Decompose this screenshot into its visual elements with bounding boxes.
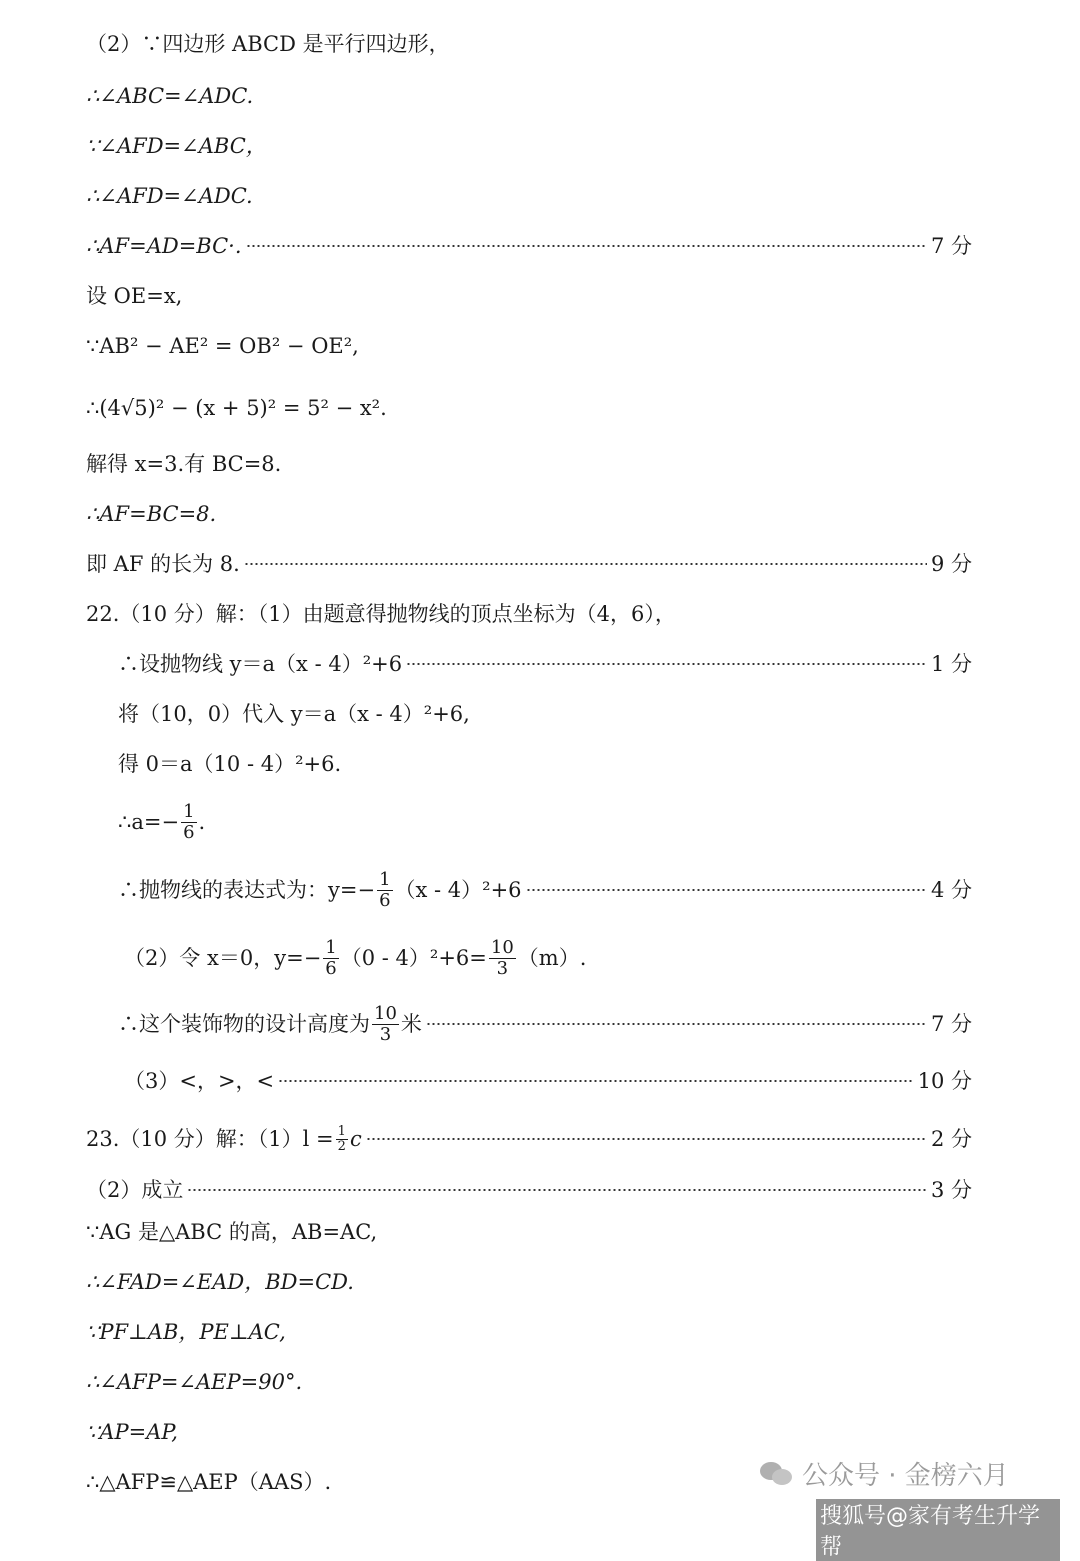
leader-dots xyxy=(526,889,927,891)
fraction: $\frac{1}{2}$ xyxy=(337,1123,346,1154)
line-ap-common: ∵AP=AP, xyxy=(86,1420,178,1444)
line-holds: （2）成立 3 分 xyxy=(86,1172,972,1208)
score-label: 7 分 xyxy=(930,234,972,258)
line-q22-header: 22.（10 分）解：（1）由题意得抛物线的顶点坐标为（4，6）， xyxy=(86,602,676,626)
line-let-oe: 设 OE=x, xyxy=(86,284,183,308)
line-equation: ∴(4√5)² − (x + 5)² = 5² − x². xyxy=(86,396,387,420)
fraction: $\frac{10}{3}$ xyxy=(374,1002,397,1045)
leader-dots xyxy=(246,245,927,247)
line-parallelogram: （2）∵四边形 ABCD 是平行四边形， xyxy=(86,32,450,56)
score-label: 10 分 xyxy=(917,1069,972,1093)
leader-dots xyxy=(187,1189,927,1191)
line-design-height: ∴这个装饰物的设计高度为 $\frac{10}{3}$ 米 7 分 xyxy=(118,1002,972,1045)
line-a-value: ∴a=− $\frac{1}{6}$ . xyxy=(118,800,206,843)
leader-dots xyxy=(278,1080,913,1082)
line-congruent: ∴△AFP≌△AEP（AAS）. xyxy=(86,1470,332,1494)
line-pythagoras: ∵AB² − AE² = OB² − OE², xyxy=(86,334,359,358)
line-angle-afd-adc: ∴∠AFD=∠ADC. xyxy=(86,184,253,208)
line-af-bc-8: ∴AF=BC=8. xyxy=(86,502,217,526)
score-label: 2 分 xyxy=(930,1127,972,1151)
line-substitute: 将（10，0）代入 y＝a（x - 4）²+6, xyxy=(118,702,470,726)
line-angle-afd-abc: ∵∠AFD=∠ABC， xyxy=(86,134,267,158)
leader-dots xyxy=(366,1138,927,1140)
wechat-icon xyxy=(760,1460,794,1488)
watermark-bottom-text: 搜狐号@家有考生升学帮 xyxy=(816,1499,1060,1561)
leader-dots xyxy=(244,563,927,565)
fraction: $\frac{1}{6}$ xyxy=(379,868,391,911)
score-label: 9 分 xyxy=(930,552,972,576)
line-angle-abc-adc: ∴∠ABC=∠ADC. xyxy=(86,84,254,108)
line-part3-answers: （3）<，>，< 10 分 xyxy=(124,1063,972,1099)
line-get-zero: 得 0＝a（10 - 4）²+6. xyxy=(118,752,342,776)
line-right-angles: ∴∠AFP=∠AEP=90°. xyxy=(86,1370,303,1394)
line-af-length: 即 AF 的长为 8. 9 分 xyxy=(86,546,972,582)
line-fad-ead: ∴∠FAD=∠EAD，BD=CD. xyxy=(86,1270,354,1294)
line-solve-x: 解得 x=3.有 BC=8. xyxy=(86,452,282,476)
score-label: 3 分 xyxy=(930,1178,972,1202)
line-af-ad-bc: ∴AF=AD=BC·. 7 分 xyxy=(86,228,972,264)
line-perpendicular: ∵PF⊥AB，PE⊥AC, xyxy=(86,1320,286,1344)
fraction: $\frac{10}{3}$ xyxy=(490,936,514,979)
leader-dots xyxy=(406,663,927,665)
line-parabola-expression: ∴抛物线的表达式为：y=− $\frac{1}{6}$ （x - 4）²+6 4 分 xyxy=(118,868,972,911)
score-label: 7 分 xyxy=(930,1012,972,1036)
fraction: $\frac{1}{6}$ xyxy=(325,936,337,979)
score-label: 1 分 xyxy=(930,652,972,676)
fraction: $\frac{1}{6}$ xyxy=(183,800,195,843)
watermark xyxy=(760,1455,1060,1560)
score-label: 4 分 xyxy=(930,878,972,902)
line-q23-header: 23.（10 分）解：（1）l = $\frac{1}{2}$ c 2 分 xyxy=(86,1121,972,1157)
leader-dots xyxy=(426,1023,927,1025)
watermark-top-text: 公众号 · 金榜六月 xyxy=(802,1461,1009,1491)
line-let-x-zero: （2）令 x＝0，y=− $\frac{1}{6}$ （0 - 4）²+6= $\frac{10}{3}$ （m）. xyxy=(124,936,587,979)
line-set-parabola: ∴设抛物线 y＝a（x - 4）²+6 1 分 xyxy=(118,646,972,682)
line-ag-height: ∵AG 是△ABC 的高，AB=AC, xyxy=(86,1220,378,1244)
